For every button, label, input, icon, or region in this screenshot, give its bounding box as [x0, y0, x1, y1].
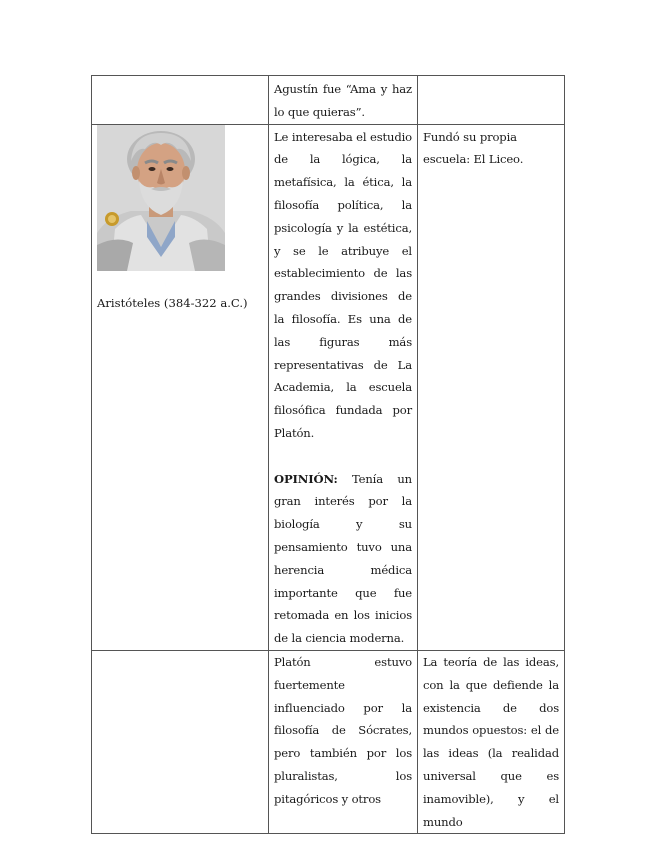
table-cell — [269, 124, 418, 650]
table-row — [92, 124, 565, 650]
table-cell-empty — [92, 76, 269, 125]
agustin-quote-text: Agustín fue “Ama y haz lo que quieras”. — [274, 82, 412, 119]
table-cell — [269, 76, 418, 125]
theory-of-ideas-text: La teoría de las ideas, con la que defiende la existencia de dos mundos opuestos: el de las ideas (la realidad universal que es inamovible), y el mundo — [423, 654, 559, 829]
opinion-paragraph — [274, 468, 412, 650]
aristotle-portrait-image — [97, 125, 225, 271]
philosopher-name: Aristóteles (384-322 a.C.) — [97, 295, 248, 310]
description-paragraph: Le interesaba el estudio de la lógica, la metafísica, la ética, la filosofía política, la psicología y la estética, y se le atribuye el establecimiento de las grandes divisiones de la filosofía. Es una de las figuras más representativas de La Academia, la escuela filosófica fundada por Platón. — [274, 129, 412, 440]
table-cell — [418, 650, 565, 833]
contribution-text: Fundó su propia escuela: El Liceo. — [423, 129, 524, 167]
table-cell — [418, 124, 565, 650]
philosophers-table — [91, 75, 565, 834]
opinion-label: OPINIÓN: — [274, 471, 338, 486]
table-cell — [269, 650, 418, 833]
philosopher-cell — [92, 124, 269, 650]
aristotle-portrait-illustration — [97, 125, 225, 271]
description-text — [274, 126, 412, 650]
platon-influence-text: Platón estuvo fuertemente influenciado por la filosofía de Sócrates, pero también por los pluralistas, los pitagóricos y otros — [274, 654, 412, 806]
table-cell-empty — [92, 650, 269, 833]
table-row — [92, 76, 565, 125]
table-row — [92, 650, 565, 833]
opinion-text: Tenía un gran interés por la biología y su pensamiento tuvo una herencia médica importante que fue retomada en los inicios de la ciencia moderna. — [274, 471, 412, 646]
table-cell — [418, 76, 565, 125]
